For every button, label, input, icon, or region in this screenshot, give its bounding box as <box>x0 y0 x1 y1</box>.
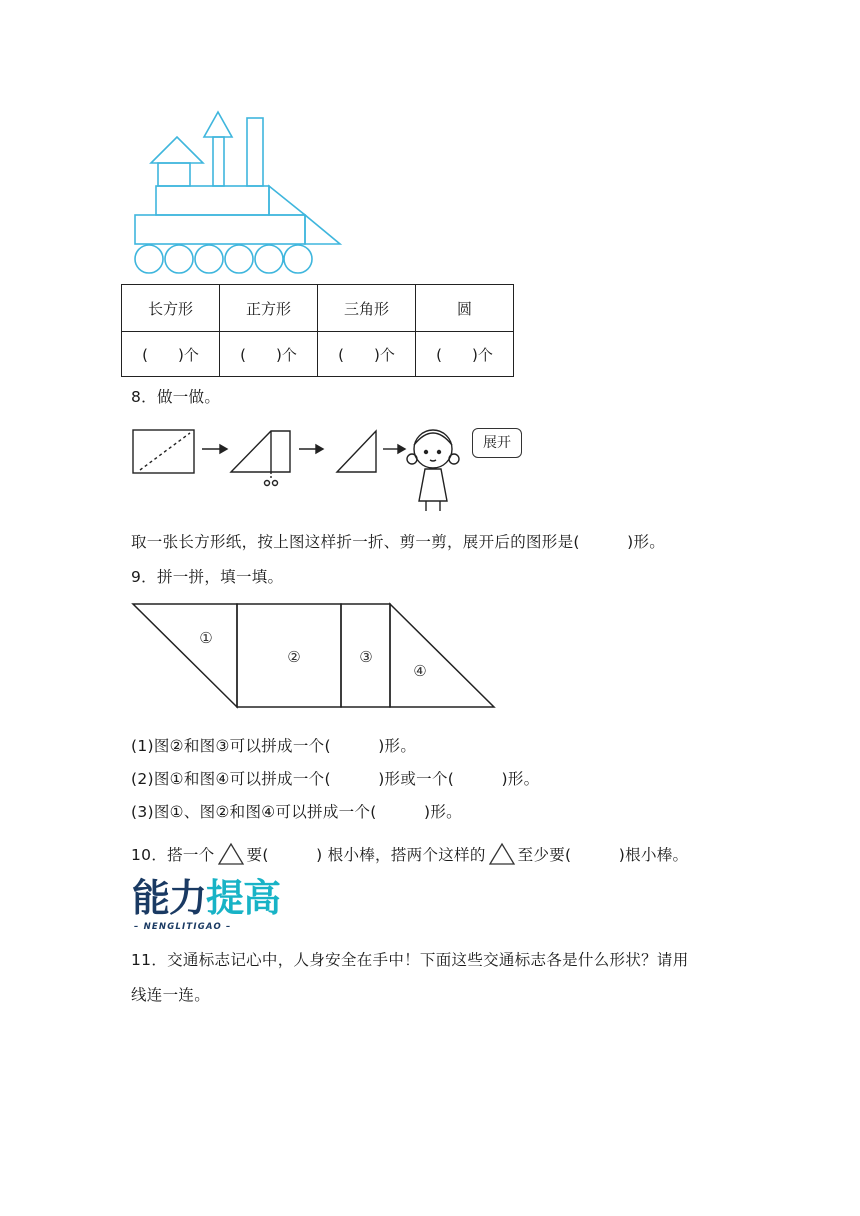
piece-2-label: ② <box>287 648 301 666</box>
chimney-rect <box>213 137 224 186</box>
question-9-sub1: (1)图②和图③可以拼成一个( )形。 <box>131 737 417 755</box>
piece-4-label: ④ <box>413 662 427 680</box>
puzzle-pieces-figure <box>0 595 860 715</box>
wheel-circle <box>135 245 163 273</box>
fold-cut-diagram <box>0 415 860 520</box>
question-9-title: 9．拼一拼，填一填。 <box>131 568 284 586</box>
piece-4-triangle <box>390 604 494 707</box>
answer-blank-cell[interactable]: ( )个 <box>122 332 220 377</box>
chimney-triangle <box>204 112 232 137</box>
triangle-icon <box>217 842 245 866</box>
upper-front-triangle <box>269 186 305 215</box>
wheel-circle <box>195 245 223 273</box>
table-header-cell: 长方形 <box>122 285 220 332</box>
arrow-head-icon <box>220 445 227 453</box>
answer-blank-cell[interactable]: ( )个 <box>416 332 514 377</box>
question-11-line1: 11．交通标志记心中，人身安全在手中！下面这些交通标志各是什么形状？请用 <box>131 951 689 969</box>
triangle-icon <box>488 842 516 866</box>
question-11-line2: 线连一连。 <box>131 986 211 1004</box>
upper-body-rect <box>156 186 269 215</box>
scissors-icon <box>273 481 278 486</box>
answer-blank-cell[interactable]: ( )个 <box>220 332 318 377</box>
table-answer-row <box>122 332 514 377</box>
fold-line <box>140 433 190 470</box>
lower-front-triangle <box>305 215 340 244</box>
question-10-part3: 至少要( )根小棒。 <box>517 846 689 864</box>
girl-illustration-icon <box>407 430 459 511</box>
banner-text-dark: 能力 <box>132 876 207 920</box>
table-header-cell: 正方形 <box>220 285 318 332</box>
question-10 <box>131 842 688 866</box>
question-9-sub3: (3)图①、图②和图④可以拼成一个( )形。 <box>131 803 462 821</box>
folded-paper <box>231 431 290 472</box>
scissors-icon <box>265 481 270 486</box>
banner-subtitle: – NENGLITIGAO – <box>134 922 232 932</box>
piece-3-label: ③ <box>359 648 373 666</box>
speech-bubble: 展开 <box>472 428 522 458</box>
tall-chimney-rect <box>247 118 263 186</box>
cabin-square <box>158 163 190 186</box>
question-8-title: 8．做一做。 <box>131 388 221 406</box>
arrow-head-icon <box>398 445 405 453</box>
wheel-circle <box>225 245 253 273</box>
answer-blank-cell[interactable]: ( )个 <box>318 332 416 377</box>
table-header-cell: 三角形 <box>318 285 416 332</box>
cut-triangle <box>337 431 376 472</box>
question-10-part2: 要( ) 根小棒，搭两个这样的 <box>246 846 486 864</box>
table-header-cell: 圆 <box>416 285 514 332</box>
question-8-text: 取一张长方形纸，按上图这样折一折、剪一剪，展开后的图形是( )形。 <box>131 533 666 551</box>
piece-1-triangle <box>133 604 237 707</box>
question-10-part1: 10．搭一个 <box>131 846 215 864</box>
question-9-sub2: (2)图①和图④可以拼成一个( )形或一个( )形。 <box>131 770 540 788</box>
lower-body-rect <box>135 215 305 244</box>
roof-triangle <box>151 137 203 163</box>
wheel-circle <box>284 245 312 273</box>
section-banner <box>132 876 280 920</box>
table-header-row <box>122 285 514 332</box>
banner-text-light: 提高 <box>206 876 281 920</box>
shape-count-table <box>121 284 514 377</box>
wheel-circle <box>165 245 193 273</box>
piece-1-label: ① <box>199 629 213 647</box>
train-shapes-figure <box>0 0 860 290</box>
arrow-head-icon <box>316 445 323 453</box>
wheel-circle <box>255 245 283 273</box>
